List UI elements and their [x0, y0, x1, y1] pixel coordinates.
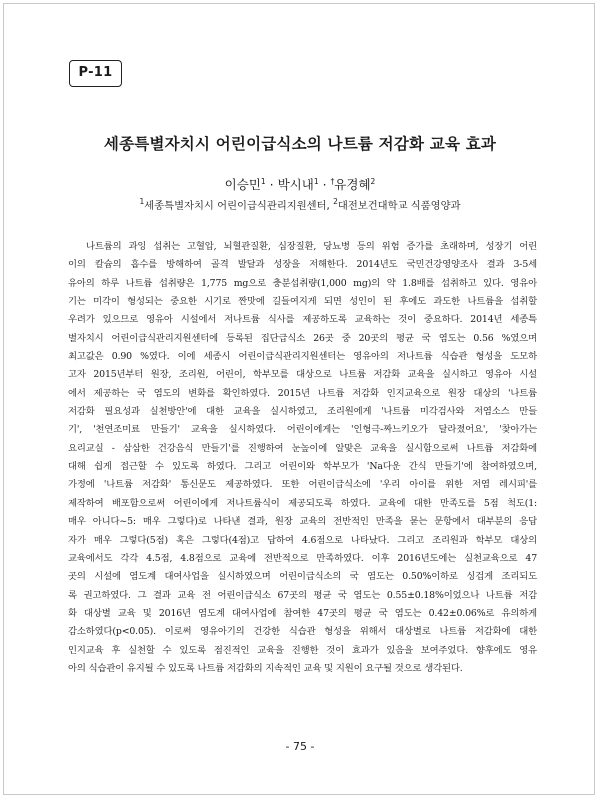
abstract-line: 교육에서도 각각 4.5점, 4.8점으로 교육에 전반적으로 만족하였다. 이후 2016년도에는 실천교육으로 47: [68, 552, 537, 564]
abstract-line: 고자 2015년부터 원장, 조리원, 어린이, 학부모를 대상으로 나트륨 저감화 교육을 실시하고 영유아 시설: [68, 369, 537, 381]
author-affiliation-mark: 2: [370, 177, 376, 186]
abstract-line: 기', '천연조미료 만들기' 교육을 실시하였다. 어린이에게는 '인형극-짜느키오가 달라졌어요', '찾아가는: [68, 424, 537, 436]
abstract-line: 기는 미각이 형성되는 중요한 시기로 짠맛에 길들여지게 되면 성인이 된 후에도 과도한 나트륨을 섭취할: [68, 296, 537, 308]
author-name: 유경혜: [334, 177, 371, 192]
abstract-line: 가정에 '나트륨 저감화' 통신문도 제공하였다. 또한 어린이급식소에 '우리 아이를 위한 저염 레시피'를: [68, 479, 537, 491]
abstract-line: 아의 식습관이 유지될 수 있도록 나트륨 저감화의 지속적인 교육 및 지원이 요구될 것으로 생각된다.: [68, 662, 463, 674]
abstract-line: 감소하였다(p<0.05). 이로써 영유아기의 건강한 식습관 형성을 위해서 대상별로 나트륨 저감화에 대한: [68, 626, 537, 638]
author-separator: ·: [265, 177, 278, 192]
author-list: [0, 175, 600, 193]
affiliation-number: 2: [333, 197, 338, 206]
abstract-line: 이의 칼슘의 흡수를 방해하여 골격 발달과 성장을 저해한다. 2014년도 국민건강영양조사 결과 3-5세: [68, 259, 537, 271]
affiliations: [0, 197, 600, 212]
abstract-line: 곳의 시설에 염도계 대여사업을 실시하였으며 어린이급식소의 국 염도는 0.50%이하로 싱겁게 조리되도: [68, 571, 537, 583]
abstract-line: 매우 아니다~5: 매우 그렇다)로 나타낸 결과, 원장 교육의 전반적인 만족을 묻는 문항에서 대부분의 응답: [68, 516, 537, 528]
paper-code-badge: P-11: [69, 60, 122, 87]
author-name: 박시내: [277, 177, 314, 192]
author-affiliation-mark: 1: [260, 177, 266, 186]
page-number: - 75 -: [285, 740, 315, 753]
abstract-line: 화 대상별 교육 및 2016년 염도계 대여사업에 참여한 47곳의 평균 국 염도는 0.42±0.06%로 유의하게: [68, 607, 537, 619]
corresponding-author-mark: †: [330, 177, 335, 186]
abstract-line: 요리교실 - 삼삼한 건강음식 만들기'를 진행하여 눈높이에 알맞은 교육을 실시함으로써 나트륨 저감화에: [68, 442, 537, 454]
abstract-line: 유아의 하루 나트륨 섭취량은 1,775 mg으로 충분섭취량(1,000 mg)의 약 1.8배를 섭취하고 있다. 영유아: [68, 277, 537, 289]
paper-title: 세종특별자치시 어린이급식소의 나트륨 저감화 교육 효과: [103, 135, 497, 153]
abstract-line: 에서 제공하는 국 염도의 변화를 확인하였다. 2015년 나트륨 저감화 인지교육으로 원장 대상의 '나트륨: [68, 387, 537, 399]
abstract-line: 인지교육 후 실천할 수 있도록 점진적인 교육을 진행한 것이 효과가 있음을 보여주었다. 향후에도 영유: [68, 644, 537, 656]
abstract-line: 최고값은 0.90 %였다. 이에 세종시 어린이급식관리지원센터는 영유아의 저나트륨 식습관 형성을 도모하: [68, 351, 537, 363]
author-affiliation-mark: 1: [313, 177, 319, 186]
affiliation-text: 세종특별자치시 어린이급식관리지원센터,: [144, 200, 334, 212]
abstract-line: 나트륨의 과잉 섭취는 고혈압, 뇌혈관질환, 심장질환, 당뇨병 등의 위험 증가를 초래하며, 성장기 어린: [86, 241, 537, 252]
abstract-line: 록 권고하였다. 그 결과 교육 전 어린이급식소 67곳의 평균 국 염도는 0.55±0.18%이었으나 나트륨 저감: [68, 589, 537, 601]
abstract-line: 저감화 필요성과 실천방안'에 대한 교육을 실시하였고, 조리원에게 '나트륨 미각검사와 저염소스 만들: [68, 406, 537, 418]
abstract-body: [68, 238, 537, 678]
abstract-line: 자가 매우 그렇다(5점) 혹은 그렇다(4점)고 답하여 4.6점으로 나타났다. 그리고 조리원과 학부모 대상의: [68, 534, 537, 546]
affiliation-number: 1: [139, 197, 145, 206]
abstract-line: 우려가 있으므로 영유아 시설에서 저나트륨 식사를 제공하도록 교육하는 것이 중요하다. 2014년 세종특: [68, 314, 537, 326]
abstract-line: 별자치시 어린이급식관리지원센터에 등록된 집단급식소 26곳 중 20곳의 평균 국 염도는 0.56 %였으며: [68, 332, 537, 344]
author-name: 이승민: [224, 177, 261, 192]
affiliation-text: 대전보건대학교 식품영양과: [337, 200, 461, 212]
abstract-line: 대해 쉽게 접근할 수 있도록 하였다. 그리고 어린이와 학부모가 'Na다운 간식 만들기'에 참여하였으며,: [68, 461, 537, 473]
abstract-line: 제작하여 배포함으로써 어린이에게 저나트륨식이 제공되도록 하였다. 교육에 대한 만족도를 5점 척도(1:: [68, 497, 537, 509]
author-separator: ·: [318, 177, 331, 192]
